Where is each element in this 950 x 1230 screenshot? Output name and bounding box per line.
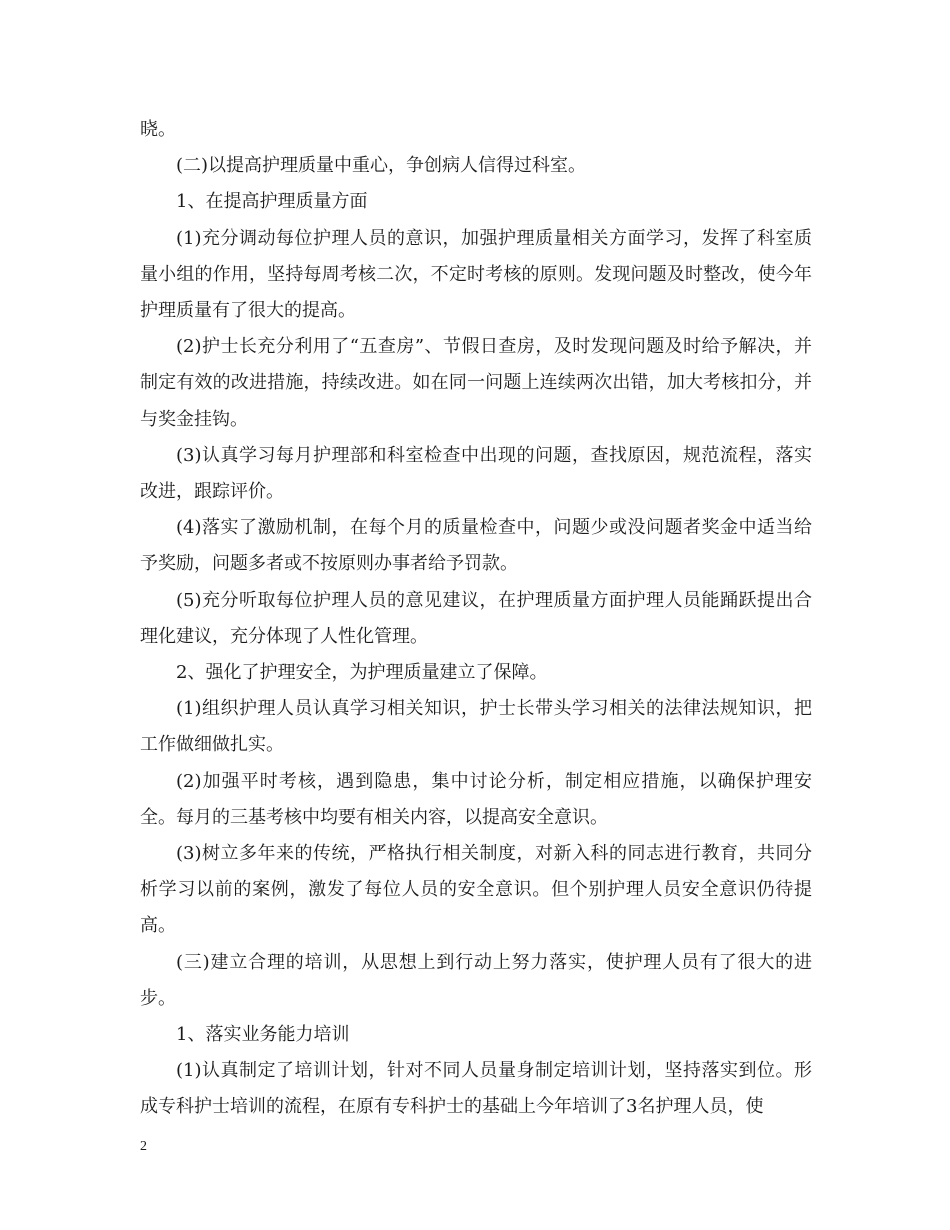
paragraph-continuation: 晓。: [140, 119, 176, 140]
subsection-heading-2: 2、强化了护理安全，为护理质量建立了保障。: [176, 662, 548, 684]
subsection-heading-1: 1、在提高护理质量方面: [176, 191, 368, 213]
section-heading-3: (三)建立合理的培训，从思想上到行动上努力落实，使护理人员有了很大的进步。: [140, 951, 812, 1009]
paragraph: (2)护士长充分利用了“五查房”、节假日查房，及时发现问题及时给予解决，并制定有效的改进措施，持续改进。如在同一问题上连续两次出错，加大考核扣分，并与奖金挂钩。: [140, 336, 812, 430]
paragraph: (5)充分听取每位护理人员的意见建议，在护理质量方面护理人员能踊跃提出合理化建议，充分体现了人性化管理。: [140, 589, 812, 647]
paragraph: (3)树立多年来的传统，严格执行相关制度，对新入科的同志进行教育，共同分析学习以前的案例，激发了每位人员的安全意识。但个别护理人员安全意识仍待提高。: [140, 843, 812, 937]
paragraph: (1)充分调动每位护理人员的意识，加强护理质量相关方面学习，发挥了科室质量小组的作用，坚持每周考核二次，不定时考核的原则。发现问题及时整改，使今年护理质量有了很大的提高。: [140, 227, 812, 322]
paragraph: (4)落实了激励机制，在每个月的质量检查中，问题少或没问题者奖金中适当给予奖励，问题多者或不按原则办事者给予罚款。: [140, 517, 812, 575]
paragraph: (2)加强平时考核，遇到隐患，集中讨论分析，制定相应措施，以确保护理安全。每月的三基考核中均要有相关内容，以提高安全意识。: [140, 770, 812, 828]
body-text: [140, 112, 812, 1126]
subsection-heading-1: 1、落实业务能力培训: [176, 1024, 350, 1046]
section-heading-2: (二)以提高护理质量中重心，争创病人信得过科室。: [176, 155, 587, 177]
page-number: 2: [140, 1139, 147, 1154]
paragraph: (3)认真学习每月护理部和科室检查中出现的问题，查找原因，规范流程，落实改进，跟踪评价。: [140, 444, 812, 503]
paragraph: (1)组织护理人员认真学习相关知识，护士长带头学习相关的法律法规知识，把工作做细做扎实。: [140, 698, 812, 756]
paragraph: (1)认真制定了培训计划，针对不同人员量身制定培训计划，坚持落实到位。形成专科护士培训的流程，在原有专科护士的基础上今年培训了3名护理人员，使: [140, 1060, 812, 1118]
